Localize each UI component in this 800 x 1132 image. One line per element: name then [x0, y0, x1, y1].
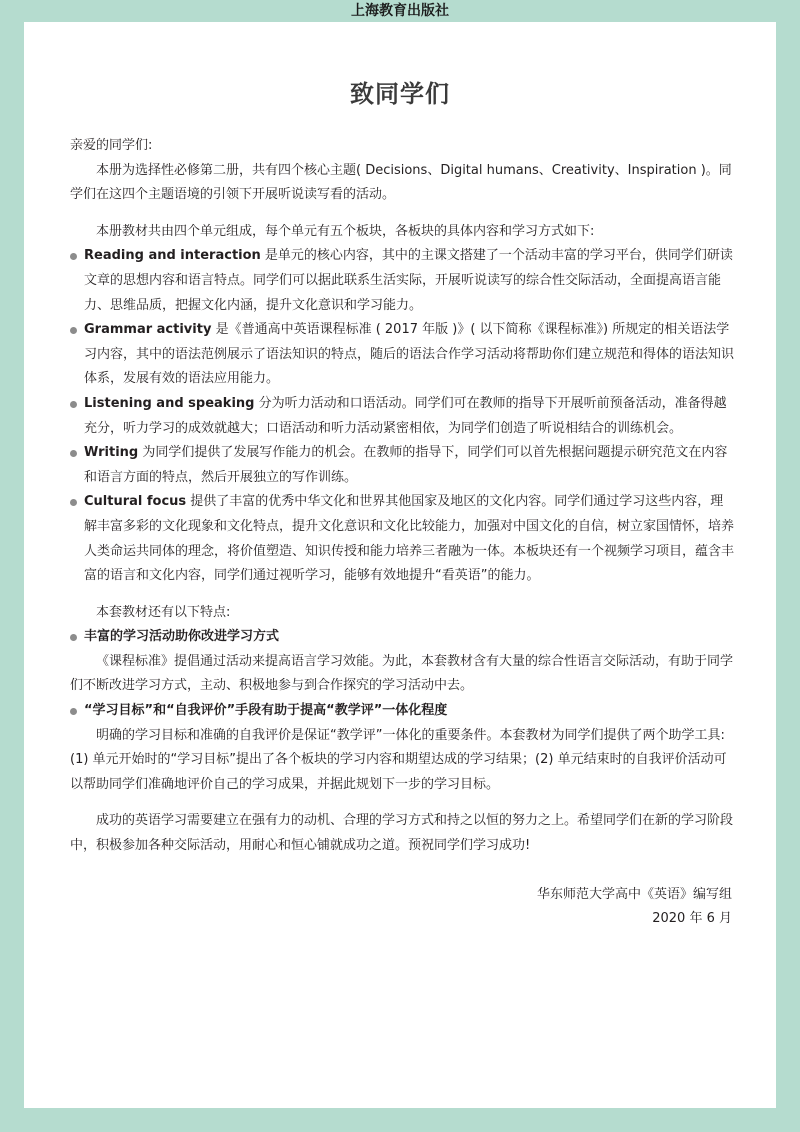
- section-text: 分为听力活动和口语活动。同学们可在教师的指导下开展听前预备活动，准备得越充分，听力学习的成效就越大；口语活动和听力活动紧密相依，为同学们创造了听说相结合的训练机会。: [84, 395, 727, 436]
- features-intro: 本套教材还有以下特点:: [96, 604, 231, 620]
- section-item-reading: [70, 244, 734, 318]
- section-title: Writing: [84, 445, 139, 461]
- intro-paragraph-2: 本册教材共由四个单元组成，每个单元有五个板块，各板块的具体内容和学习方式如下:: [96, 223, 595, 239]
- section-text: 是《普通高中英语课程标准 ( 2017 年版 )》( 以下简称《课程标准》) 所规定的相关语法学习内容，其中的语法范例展示了语法知识的特点，随后的语法合作学习活动将帮助你们建立规范和得体的语法知识体系，发展有效的语法应用能力。: [84, 322, 735, 387]
- intro-paragraph-1: 本册为选择性必修第二册，共有四个核心主题( Decisions、Digital humans、Creativity、Inspiration )。同学们在这四个主题语境的引领下开展听说读写看的活动。: [70, 162, 732, 203]
- section-title: Cultural focus: [84, 494, 187, 510]
- feature-heading-1: [70, 625, 734, 650]
- section-item-cultural: [70, 490, 734, 588]
- section-title: Reading and interaction: [84, 248, 261, 264]
- section-text: 为同学们提供了发展写作能力的机会。在教师的指导下，同学们可以首先根据问题提示研究范文在内容和语言方面的特点，然后开展独立的写作训练。: [84, 445, 728, 485]
- signature-date: 2020 年 6 月: [652, 911, 732, 927]
- feature-heading-2: [70, 699, 734, 724]
- section-title: Listening and speaking: [84, 395, 255, 411]
- feature-text-2: 明确的学习目标和准确的自我评价是保证“教学评”一体化的重要条件。本套教材为同学们提供了两个助学工具: (1) 单元开始时的“学习目标”提出了各个板块的学习内容和期望达成的学习结果；(2) 单元结束时的自我评价活动可以帮助同学们准确地评价自己的学习成果，并据此规划下一步的学习目标。: [70, 727, 727, 792]
- feature-text-1: 《课程标准》提倡通过活动来提高语言学习效能。为此，本套教材含有大量的综合性语言交际活动，有助于同学们不断改进学习方式，主动、积极地参与到合作探究的学习活动中去。: [70, 653, 734, 694]
- closing-paragraph: 成功的英语学习需要建立在强有力的动机、合理的学习方式和持之以恒的努力之上。希望同学们在新的学习阶段中，积极参加各种交际活动，用耐心和恒心铺就成功之道。预祝同学们学习成功!: [70, 813, 734, 854]
- section-text: 是单元的核心内容，其中的主课文搭建了一个活动丰富的学习平台，供同学们研读文章的思想内容和语言特点。同学们可以据此联系生活实际，开展听说读写的综合性交际活动，全面提高语言能力、思维品质，把握文化内涵，提升文化意识和学习能力。: [84, 248, 733, 313]
- section-list: [70, 244, 734, 588]
- section-item-grammar: [70, 318, 734, 392]
- feature-heading-text: 丰富的学习活动助你改进学习方式: [84, 629, 280, 645]
- page-title: 致同学们: [350, 80, 450, 108]
- feature-heading-text: “学习目标”和“自我评价”手段有助于提高“教学评”一体化程度: [84, 703, 448, 719]
- section-item-writing: [70, 441, 734, 490]
- greeting: 亲爱的同学们:: [70, 138, 153, 153]
- signature-author: 华东师范大学高中《英语》编写组: [536, 886, 732, 902]
- section-text: 提供了丰富的优秀中华文化和世界其他国家及地区的文化内容。同学们通过学习这些内容，理解丰富多彩的文化现象和文化特点，提升文化意识和文化比较能力，加强对中国文化的自信，树立家国情怀，培养人类命运共同体的理念，将价值塑造、知识传授和能力培养三者融为一体。本板块还有一个视频学习项目，蕴含丰富的语言和文化内容，同学们通过视听学习，能够有效地提升“看英语”的能力。: [84, 494, 735, 584]
- document-page: [24, 22, 776, 1108]
- letter-body: [70, 134, 734, 932]
- section-title: Grammar activity: [84, 322, 212, 338]
- publisher-header: 上海教育出版社: [351, 3, 449, 19]
- section-item-listening: [70, 392, 734, 441]
